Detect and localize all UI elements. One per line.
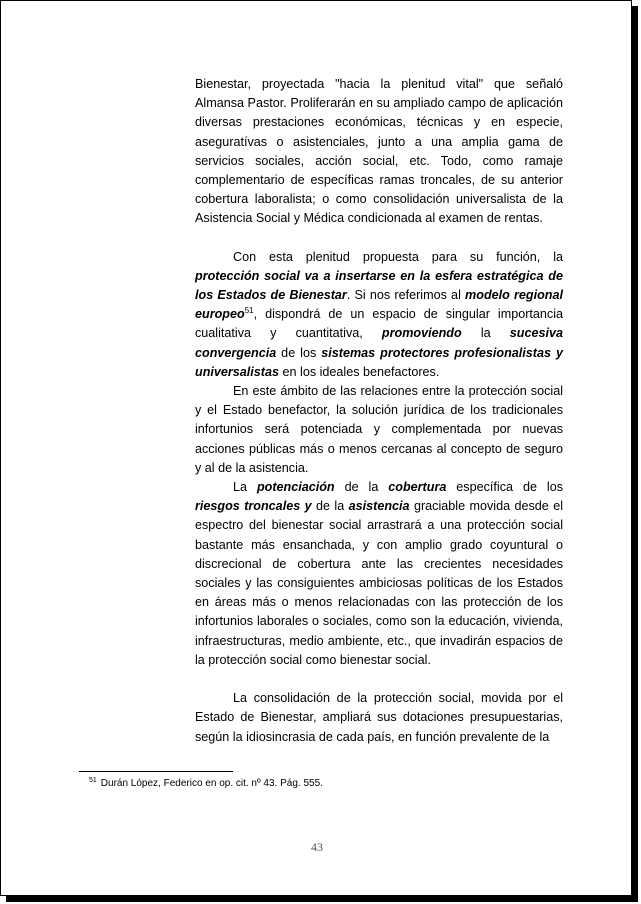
text-run: La consolidación de la protección social, movida por el Estado de Bienestar, ampliará sus dotaciones presupuestarias, según la idiosincrasia de cada país, en función prevalente de la: [195, 691, 563, 744]
emphasis-text: protección social va a insertarse en la esfera estratégica de los Estados de Bienestar: [195, 268, 563, 303]
paragraph-gap: [195, 670, 563, 689]
paragraph: [195, 382, 563, 478]
text-run: Con esta plenitud propuesta para su función, la: [233, 249, 563, 264]
paragraph: [195, 248, 563, 382]
paragraph-gap: [195, 229, 563, 248]
text-run: de la: [311, 499, 349, 514]
footnote-separator: [79, 771, 233, 772]
text-run: específica de los: [446, 480, 563, 495]
text-run: . Si nos referimos al: [346, 288, 466, 303]
footnote: [89, 777, 323, 791]
footnote-text: Durán López, Federico en op. cit. nº 43. Pág. 555.: [100, 778, 323, 789]
paragraph: [195, 689, 563, 747]
page-shadow-bottom: [6, 896, 638, 902]
emphasis-text: potenciación: [256, 480, 335, 495]
page-number: 43: [311, 840, 323, 854]
paragraph: [195, 478, 563, 670]
text-run: , dispondrá de un espacio de singular importancia cualitativa y cuantitativa,: [195, 307, 563, 341]
paragraph: [195, 75, 563, 229]
footnote-number: 51: [89, 776, 97, 784]
emphasis-text: riesgos troncales y: [195, 499, 312, 514]
text-run: la: [461, 326, 510, 341]
emphasis-text: sucesiva convergencia: [195, 326, 563, 360]
footnote-reference: 51: [244, 306, 254, 316]
page-shadow-right: [632, 6, 638, 900]
emphasis-text: modelo regional europeo: [195, 288, 563, 322]
text-run: En este ámbito de las relaciones entre la protección social y el Estado benefactor, la solución jurídica de los tradicionales infortunios será potenciada y complementada por nuevas acciones públicas más o menos cercanas al concepto de seguro y al de la asistencia.: [195, 384, 563, 475]
emphasis-text: sistemas protectores profesionalistas y universalistas: [195, 345, 563, 379]
text-run: en los ideales benefactores.: [279, 364, 440, 379]
text-run: Bienestar, proyectada "hacia la plenitud vital" que señaló Almansa Pastor. Proliferarán en su ampliado campo de aplicación diversas prestaciones económicas, técnicas y en especie, aseguratívas o asistenciales, junto a una amplia gama de servicios sociales, acción social, etc. Todo, como ramaje complementario de específicas ramas troncales, de su anterior cobertura laboralista; o como consolidación universalista de la Asistencia Social y Médica condicionada al examen de rentas.: [195, 77, 563, 226]
emphasis-text: asistencia: [348, 499, 410, 514]
emphasis-text: cobertura: [388, 480, 447, 495]
text-run: de la: [334, 480, 389, 495]
text-run: graciable movida desde el espectro del bienestar social arrastrará a una protección social bastante más ensanchada, y con amplio grado coyuntural o discrecional de cobertura ante las crecientes necesidades sociales y las consiguientes ambiciosas políticas de los Estados en áreas más o menos relacionadas con las protección de los infortunios laborales o sociales, como son la educación, vivienda, infraestructuras, medio ambiente, etc., que invadirán espacios de la protección social como bienestar social.: [195, 499, 563, 667]
text-run: La: [233, 480, 257, 495]
body-text: [195, 75, 563, 747]
emphasis-text: promoviendo: [381, 326, 462, 341]
text-run: de los: [276, 345, 322, 360]
